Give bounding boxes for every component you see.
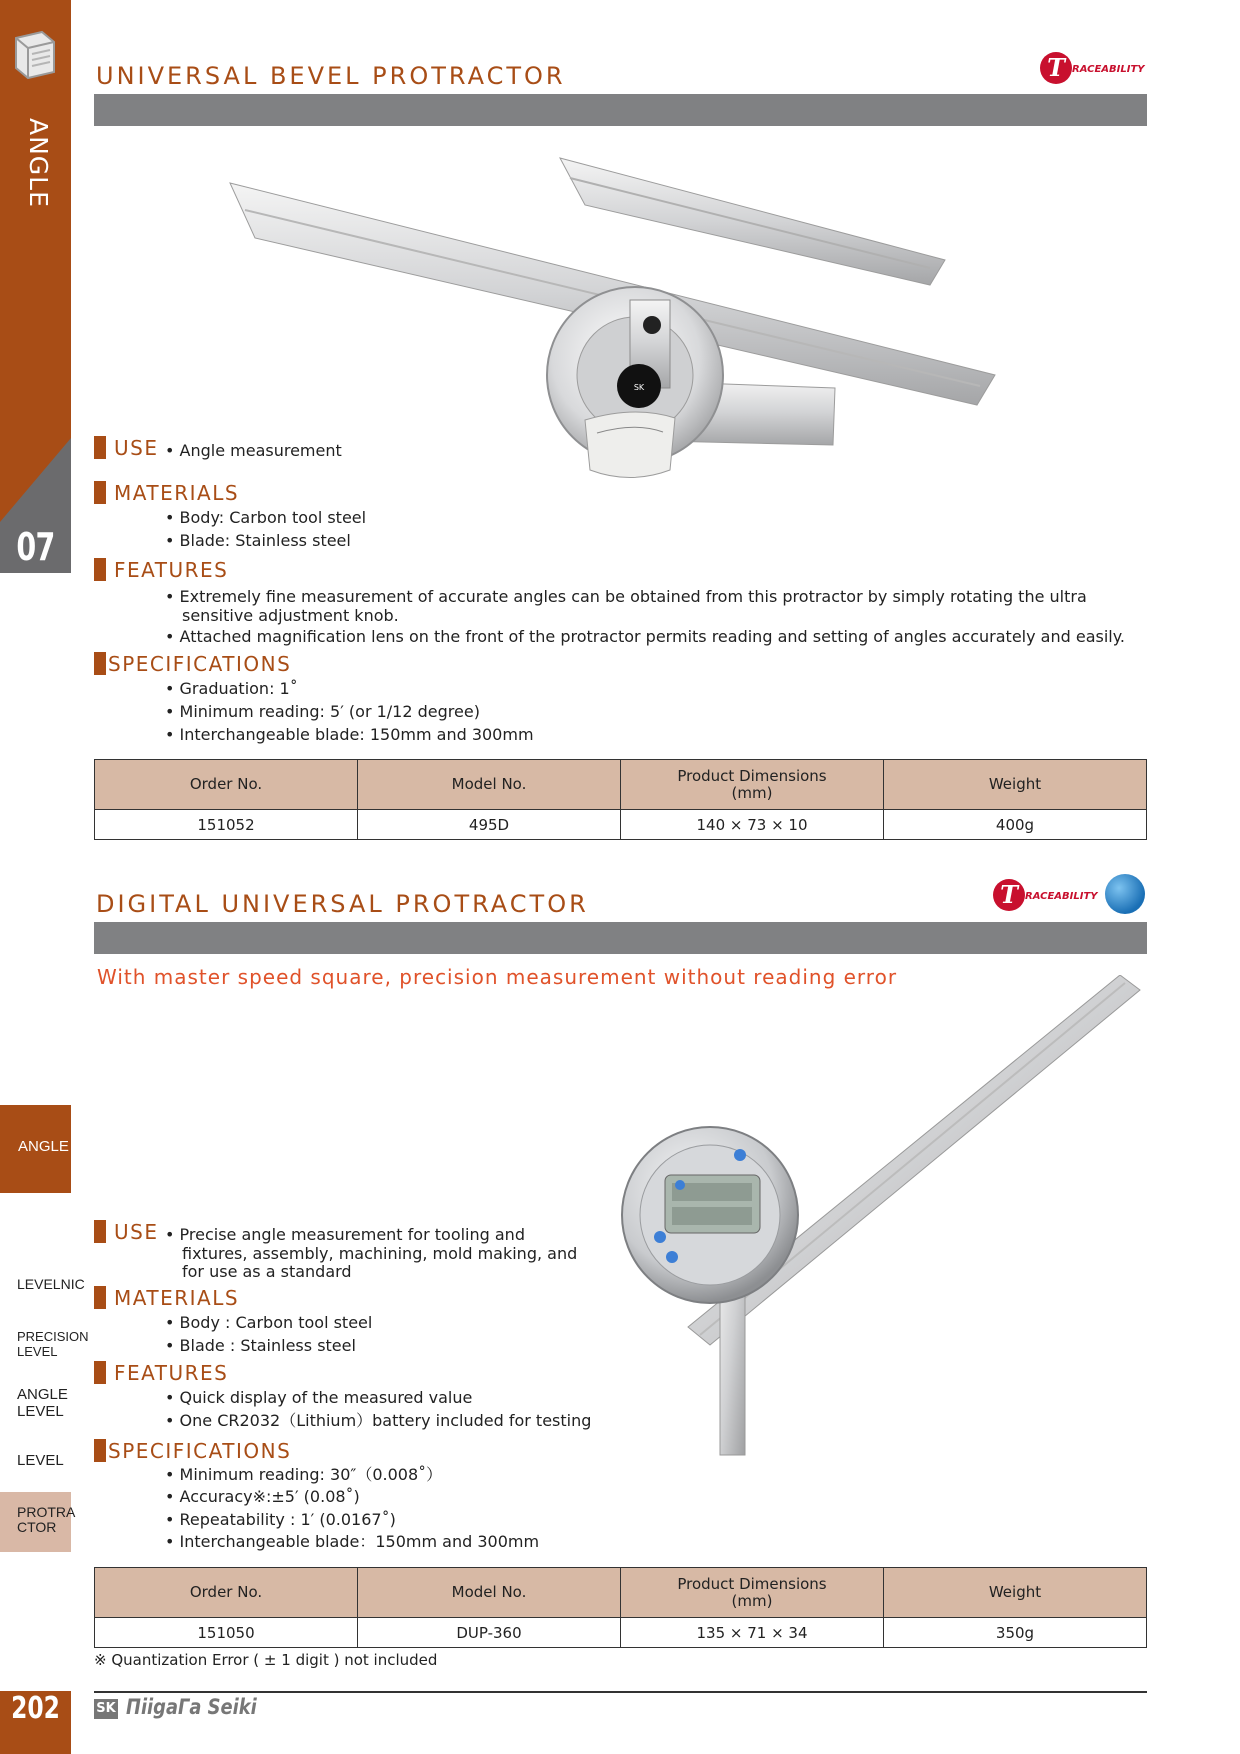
heading-text: SPECIFICATIONS bbox=[108, 1439, 292, 1463]
col-dimensions-label: Product Dimensions bbox=[677, 1574, 827, 1593]
heading-marker bbox=[94, 652, 106, 675]
product2-header-bar bbox=[94, 922, 1147, 954]
cell-order-no: 151050 bbox=[95, 1618, 358, 1648]
section-label-vertical: ANGLE bbox=[24, 118, 53, 208]
product2-features-item: • One CR2032（Lithium）battery included for testing bbox=[165, 1411, 591, 1430]
nav-item-label: LEVEL bbox=[17, 1344, 58, 1359]
heading-marker bbox=[94, 481, 106, 504]
col-dimensions-unit: (mm) bbox=[731, 1591, 773, 1610]
nav-item-levelnic[interactable] bbox=[0, 1276, 85, 1292]
col-weight: Weight bbox=[884, 760, 1147, 810]
chapter-number: 07 bbox=[16, 525, 55, 569]
product2-specifications-heading bbox=[94, 1439, 291, 1465]
nav-item-label: ANGLE bbox=[18, 1138, 69, 1155]
heading-marker bbox=[94, 1286, 106, 1309]
product1-materials-heading bbox=[94, 481, 239, 507]
product1-features-item: • Attached magnification lens on the front of the protractor permits reading and setting of angles accurately and easily. bbox=[165, 627, 1125, 646]
heading-text: USE bbox=[114, 1220, 159, 1244]
col-dimensions-label: Product Dimensions bbox=[677, 766, 827, 785]
product1-use-item: • Angle measurement bbox=[165, 441, 342, 460]
svg-text:SK: SK bbox=[633, 383, 645, 392]
brand-name: ПiigaГa Seiki bbox=[126, 1695, 257, 1719]
col-dimensions bbox=[621, 760, 884, 810]
cell-weight: 400g bbox=[884, 810, 1147, 840]
nav-item-precision-level[interactable] bbox=[0, 1329, 89, 1359]
product1-materials-item: • Blade: Stainless steel bbox=[165, 531, 351, 550]
book-icon bbox=[12, 28, 58, 80]
heading-text: FEATURES bbox=[114, 1361, 229, 1385]
heading-text: SPECIFICATIONS bbox=[108, 652, 292, 676]
traceability-label: RACEABILITY bbox=[1072, 64, 1145, 75]
product1-features-heading bbox=[94, 558, 228, 584]
product2-features-heading bbox=[94, 1361, 228, 1387]
table-header-row bbox=[95, 760, 1147, 810]
quantization-note: ※ Quantization Error ( ± 1 digit ) not included bbox=[94, 1651, 438, 1669]
cell-dimensions: 135 × 71 × 34 bbox=[621, 1618, 884, 1648]
chapter-tab-corner bbox=[0, 438, 71, 522]
nav-item-label: ANGLE bbox=[17, 1386, 68, 1403]
nav-item-angle-level[interactable] bbox=[0, 1386, 71, 1420]
cell-model-no: 495D bbox=[358, 810, 621, 840]
product2-materials-heading bbox=[94, 1286, 239, 1312]
product1-materials-item: • Body: Carbon tool steel bbox=[165, 508, 366, 527]
product2-spec-item: • Interchangeable blade：150mm and 300mm bbox=[165, 1532, 539, 1551]
product1-title: UNIVERSAL BEVEL PROTRACTOR bbox=[96, 62, 566, 90]
heading-marker bbox=[94, 1439, 106, 1462]
heading-text: FEATURES bbox=[114, 558, 229, 582]
nav-item-label: CTOR bbox=[17, 1519, 57, 1535]
brand-mark-icon: SK bbox=[94, 1699, 118, 1719]
page-number-tab bbox=[0, 1691, 71, 1754]
heading-marker bbox=[94, 1361, 106, 1384]
cell-weight: 350g bbox=[884, 1618, 1147, 1648]
product2-features-item: • Quick display of the measured value bbox=[165, 1388, 472, 1407]
product2-materials-item: • Body : Carbon tool steel bbox=[165, 1313, 372, 1332]
cell-model-no: DUP-360 bbox=[358, 1618, 621, 1648]
product2-use-item-cont: for use as a standard bbox=[182, 1262, 352, 1281]
table-row bbox=[95, 1618, 1147, 1648]
traceability-badge bbox=[1040, 52, 1150, 88]
nav-item-angle[interactable] bbox=[0, 1105, 71, 1193]
heading-marker bbox=[94, 436, 106, 459]
bevel-protractor-image bbox=[225, 150, 1025, 500]
cell-order-no: 151052 bbox=[95, 810, 358, 840]
heading-text: MATERIALS bbox=[114, 481, 240, 505]
nav-item-protractor[interactable] bbox=[0, 1492, 76, 1552]
nav-item-level[interactable] bbox=[0, 1453, 71, 1468]
col-dimensions bbox=[621, 1568, 884, 1618]
digital-protractor-image bbox=[620, 975, 1150, 1495]
table-row bbox=[95, 810, 1147, 840]
product2-subtitle: With master speed square, precision measurement without reading error bbox=[97, 965, 898, 989]
col-order-no: Order No. bbox=[95, 1568, 358, 1618]
heading-text: USE bbox=[114, 436, 159, 460]
product1-use-heading bbox=[94, 436, 158, 462]
globe-icon bbox=[1105, 874, 1145, 914]
product2-title: DIGITAL UNIVERSAL PROTRACTOR bbox=[96, 890, 589, 918]
product1-spec-item: • Interchangeable blade: 150mm and 300mm bbox=[165, 725, 534, 744]
col-order-no: Order No. bbox=[95, 760, 358, 810]
product1-features-item-cont: sensitive adjustment knob. bbox=[182, 606, 399, 625]
page-number: 202 bbox=[11, 1691, 60, 1726]
product2-spec-item: • Repeatability : 1′ (0.0167˚) bbox=[165, 1510, 396, 1529]
col-model-no: Model No. bbox=[358, 760, 621, 810]
footer-divider bbox=[94, 1691, 1147, 1693]
product1-spec-table bbox=[94, 759, 1147, 840]
col-model-no: Model No. bbox=[358, 1568, 621, 1618]
nav-item-label: LEVELNIC bbox=[17, 1276, 85, 1292]
product2-use-item: • Precise angle measurement for tooling and bbox=[165, 1225, 525, 1244]
nav-item-label: PRECISION bbox=[17, 1329, 89, 1344]
nav-item-label: LEVEL bbox=[17, 1452, 64, 1469]
heading-text: MATERIALS bbox=[114, 1286, 240, 1310]
col-weight: Weight bbox=[884, 1568, 1147, 1618]
product1-header-bar bbox=[94, 94, 1147, 126]
nav-item-label: LEVEL bbox=[17, 1403, 64, 1420]
cell-dimensions: 140 × 73 × 10 bbox=[621, 810, 884, 840]
product2-spec-item: • Accuracy※:±5′ (0.08˚) bbox=[165, 1487, 360, 1506]
heading-marker bbox=[94, 1220, 106, 1243]
product2-spec-table bbox=[94, 1567, 1147, 1648]
product2-spec-item: • Minimum reading: 30″（0.008˚） bbox=[165, 1465, 442, 1484]
traceability-t-icon: T bbox=[1040, 52, 1072, 84]
product1-spec-item: • Minimum reading: 5′ (or 1/12 degree) bbox=[165, 702, 480, 721]
heading-marker bbox=[94, 558, 106, 581]
traceability-t-icon: T bbox=[993, 879, 1025, 911]
product2-use-heading bbox=[94, 1220, 158, 1246]
product1-specifications-heading bbox=[94, 652, 291, 678]
traceability-label: RACEABILITY bbox=[1025, 891, 1098, 902]
product2-materials-item: • Blade : Stainless steel bbox=[165, 1336, 356, 1355]
product1-features-item: • Extremely fine measurement of accurate angles can be obtained from this protractor by simply rotating the ultra bbox=[165, 587, 1087, 606]
product2-use-item-cont: fixtures, assembly, machining, mold making, and bbox=[182, 1244, 578, 1263]
table-header-row bbox=[95, 1568, 1147, 1618]
product1-spec-item: • Graduation: 1˚ bbox=[165, 679, 298, 698]
traceability-badge bbox=[993, 879, 1103, 915]
nav-item-label: PROTRA bbox=[17, 1504, 76, 1520]
col-dimensions-unit: (mm) bbox=[731, 783, 773, 802]
